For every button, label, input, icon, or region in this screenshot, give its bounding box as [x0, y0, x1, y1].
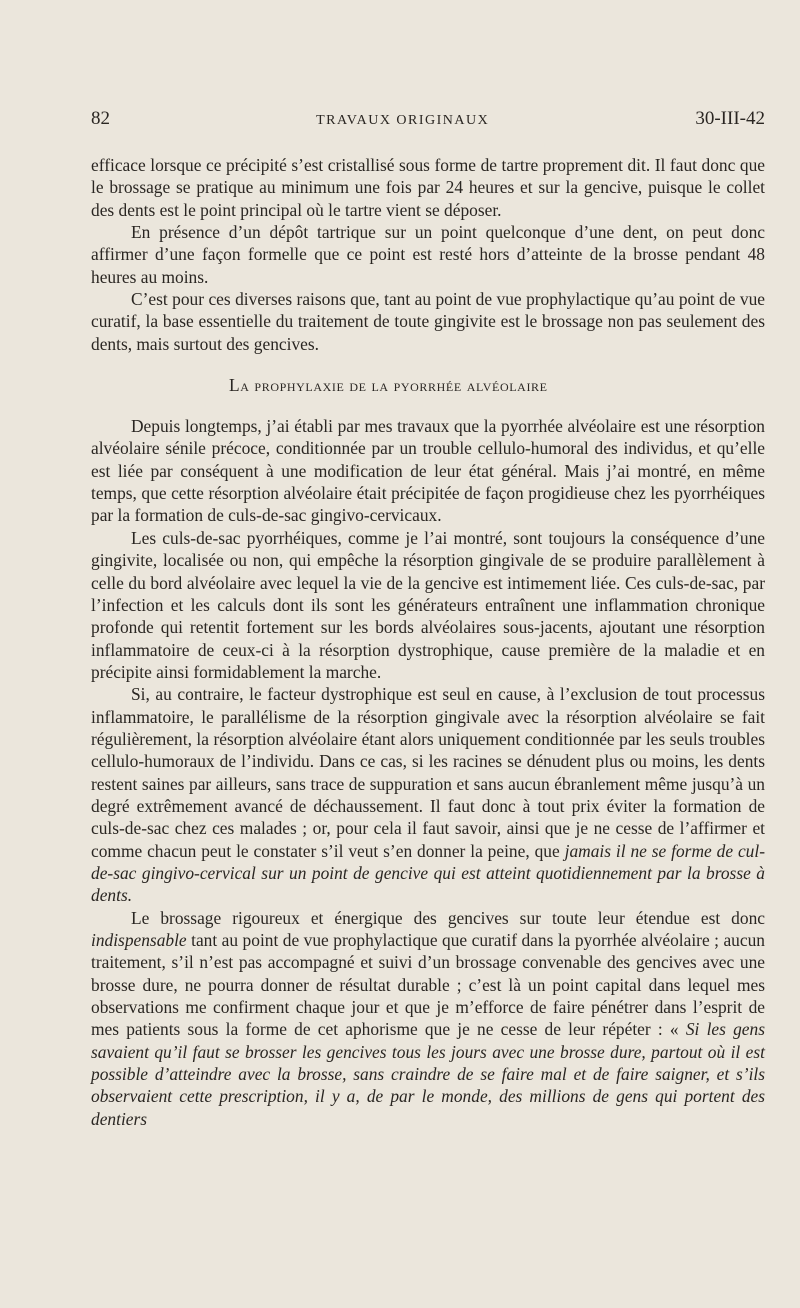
emphasis-text: Si les gens savaient qu’il faut se brosser les gencives tous les jours avec une brosse dure, partout où il est possible d’atteindre avec la brosse, sans craindre de se faire mal et de faire saigner, et s’ils observaient cette prescription, il y a, de par le monde, des millions de gens qui portent des dentiers	[91, 1019, 765, 1129]
emphasis-text: indispensable	[91, 930, 187, 950]
page-header	[91, 108, 765, 130]
paragraph: efficace lorsque ce précipité s’est cristallisé sous forme de tartre proprement dit. Il faut donc que le brossage se pratique au minimum une fois par 24 heures et sur la gencive, puisque le collet des dents est le point principal où le tartre vient se déposer.	[91, 155, 765, 220]
section-heading	[91, 374, 765, 396]
paragraph: Depuis longtemps, j’ai établi par mes travaux que la pyorrhée alvéolaire est une résorption alvéolaire sénile précoce, conditionnée par un trouble cellulo-humoral des individus, et qu’elle est liée par conséquent à une modification de leur état général. Mais j’ai montré, en même temps, que cette résorption alvéolaire était précipitée de façon progidieuse chez les pyorrhéiques par la formation de culs-de-sac gingivo-cervicaux.	[91, 416, 765, 526]
article-body	[91, 154, 765, 1130]
running-title: TRAVAUX ORIGINAUX	[316, 113, 490, 128]
paragraph	[91, 907, 765, 1130]
emphasis-text: jamais il ne se forme de cul-de-sac gingivo-cervical sur un point de gencive qui est atteint quotidiennement par la brosse à dents.	[91, 840, 765, 906]
section-heading-text: La prophylaxie de la pyorrhée alvéolaire	[229, 375, 548, 396]
paragraph: En présence d’un dépôt tartrique sur un point quelconque d’une dent, on peut donc affirmer d’une façon formelle que ce point est resté hors d’atteinte de la brosse pendant 48 heures au moins.	[91, 222, 765, 287]
page-number: 82	[91, 108, 110, 129]
issue-date: 30-III-42	[695, 108, 765, 129]
paragraph-text: Le brossage rigoureux et énergique des gencives sur toute leur étendue est donc	[131, 907, 765, 928]
paragraph	[91, 683, 765, 906]
paragraph-text: Si, au contraire, le facteur dystrophique est seul en cause, à l’exclusion de tout processus inflammatoire, le parallélisme de la résorption gingivale avec la résorption alvéolaire se fait régulièrement, la résorption alvéolaire étant alors uniquement conditionnée par les seuls troubles cellulo-humoraux de l’individu. Dans ce cas, si les racines se dénudent plus ou moins, les dents restent saines par ailleurs, sans trace de suppuration et sans aucun ébranlement même jusqu’à un degré extrêmement avancé de déchaussement. Il faut donc à tout prix éviter la formation de culs-de-sac chez ces malades ; or, pour cela il faut savoir, ainsi que je ne cesse de l’affirmer et comme chacun peut le constater s’il veut s’en donner la peine, que	[91, 684, 765, 861]
paragraph: Les culs-de-sac pyorrhéiques, comme je l’ai montré, sont toujours la conséquence d’une gingivite, localisée ou non, qui empêche la résorption gingivale de se produire parallèlement à celle du bord alvéolaire avec lequel la vie de la gencive est intimement liée. Ces culs-de-sac, par l’infection et les calculs dont ils sont les générateurs entraînent une inflammation chronique profonde qui retentit fortement sur les bords alvéolaires sous-jacents, ajoutant une résorption inflammatoire de ceux-ci à la résorption dystrophique, cause première de la maladie et en précipite ainsi formidablement la marche.	[91, 527, 765, 682]
paragraph-text: tant au point de vue prophylactique que curatif dans la pyorrhée alvéolaire ; aucun traitement, s’il n’est pas accompagné et suivi d’un brossage convenable des gencives avec une brosse dure, ne pourra donner de résultat durable ; c’est là un point capital dans lequel mes observations me confirment chaque jour et que je m’efforce de faire pénétrer dans l’esprit de mes patients sous la forme de cet aphorisme que je ne cesse de leur répéter : «	[91, 930, 765, 1040]
paragraph: C’est pour ces diverses raisons que, tant au point de vue prophylactique qu’au point de vue curatif, la base essentielle du traitement de toute gingivite est le brossage non pas seulement des dents, mais surtout des gencives.	[91, 289, 765, 354]
